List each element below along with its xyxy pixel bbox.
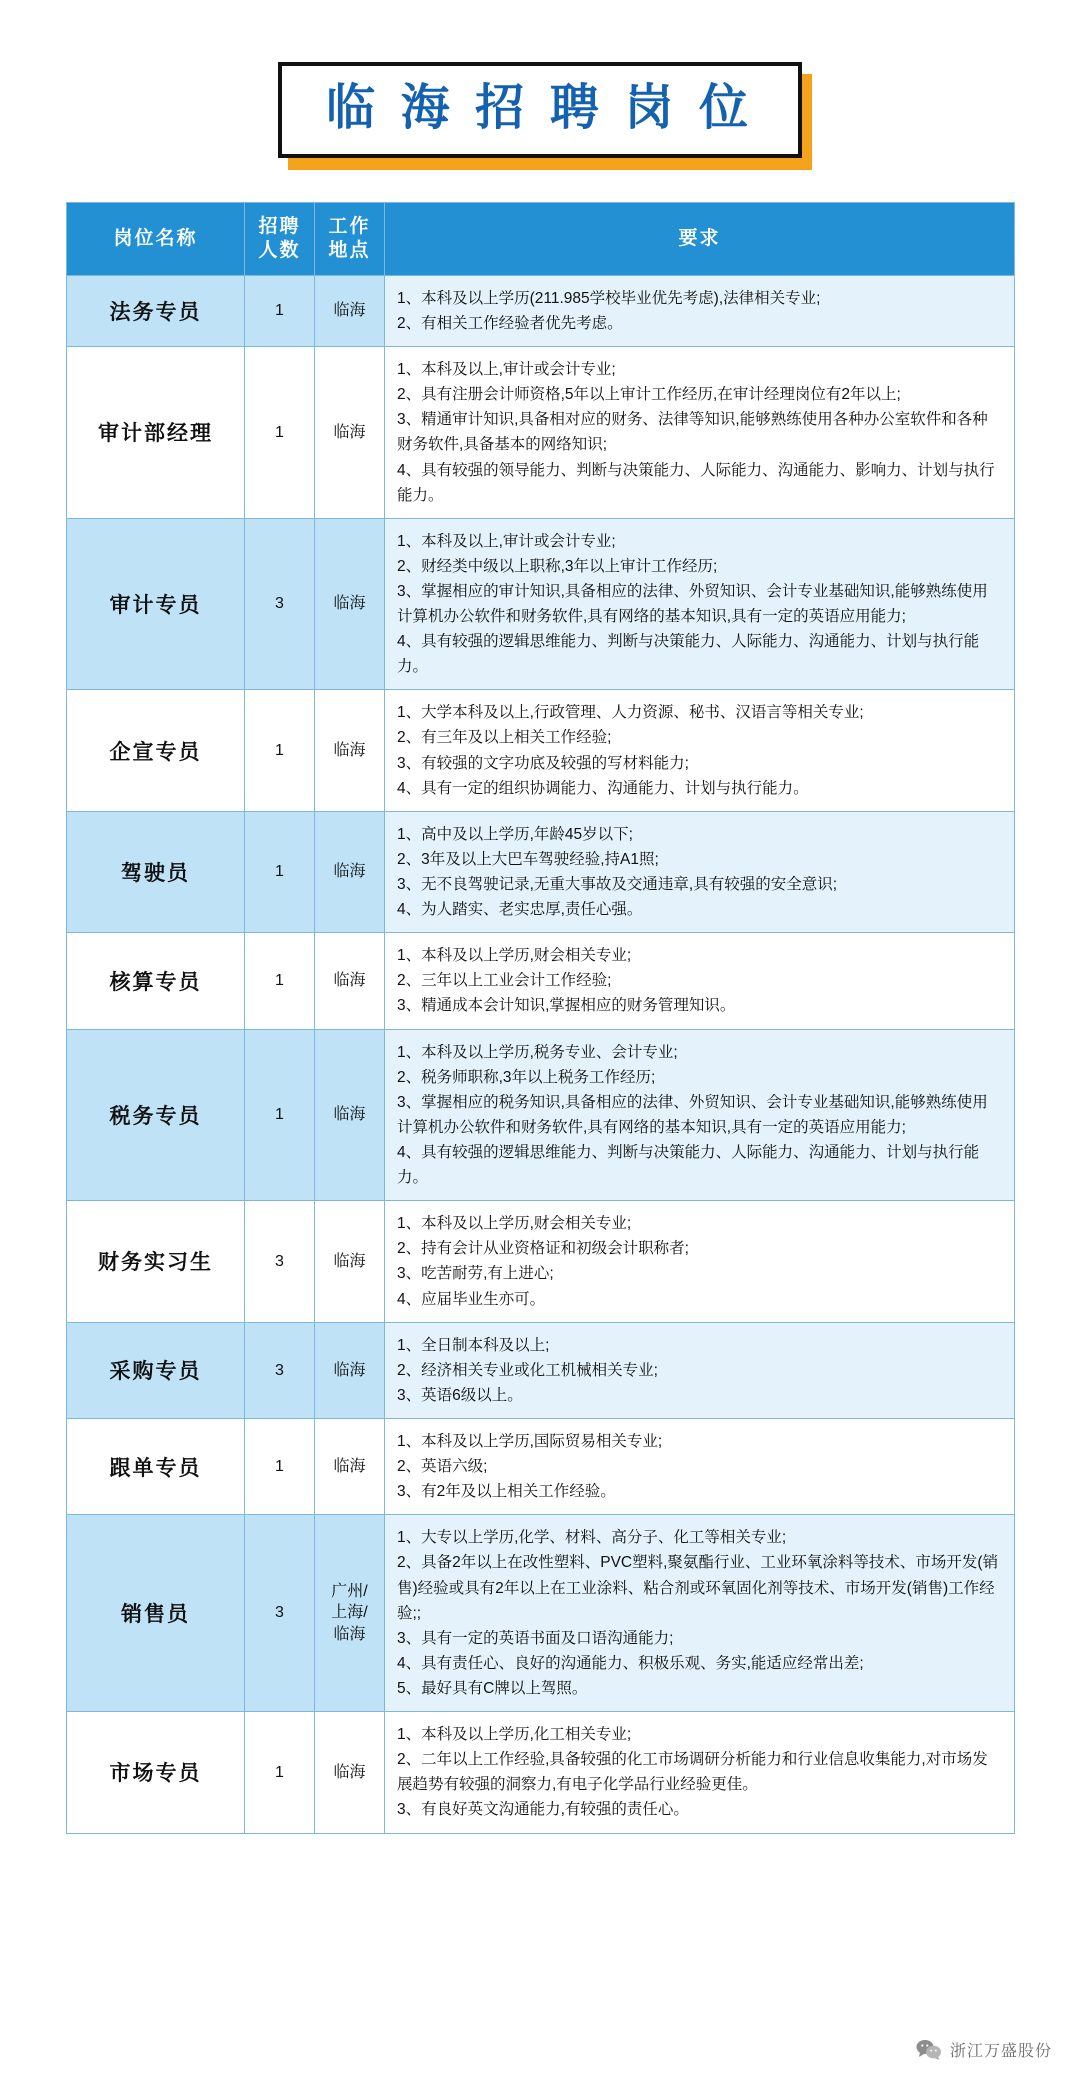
column-header-requirements: 要求 bbox=[385, 203, 1015, 276]
jobs-table-body bbox=[67, 275, 1015, 1833]
cell-job-name: 驾驶员 bbox=[67, 811, 245, 932]
cell-job-name: 法务专员 bbox=[67, 275, 245, 346]
column-header-place-line2: 地点 bbox=[328, 240, 371, 262]
table-row bbox=[67, 1029, 1015, 1201]
cell-job-name: 审计专员 bbox=[67, 518, 245, 690]
cell-location: 临海 bbox=[315, 811, 385, 932]
table-row bbox=[67, 1322, 1015, 1418]
cell-headcount: 1 bbox=[245, 1029, 315, 1201]
requirement-line: 1、本科及以上学历,税务专业、会计专业; bbox=[397, 1043, 678, 1061]
cell-location: 临海 bbox=[315, 1029, 385, 1201]
cell-location: 临海 bbox=[315, 518, 385, 690]
cell-requirements bbox=[385, 1419, 1015, 1515]
cell-headcount: 3 bbox=[245, 518, 315, 690]
cell-job-name: 市场专员 bbox=[67, 1712, 245, 1833]
requirement-line: 1、高中及以上学历,年龄45岁以下; bbox=[397, 825, 633, 843]
requirement-line: 3、英语6级以上。 bbox=[397, 1386, 523, 1404]
table-row bbox=[67, 275, 1015, 346]
cell-requirements bbox=[385, 811, 1015, 932]
cell-headcount: 1 bbox=[245, 275, 315, 346]
requirement-line: 1、本科及以上学历(211.985学校毕业优先考虑),法律相关专业; bbox=[397, 289, 821, 307]
title-box bbox=[278, 62, 802, 158]
requirement-line: 3、具有一定的英语书面及口语沟通能力; bbox=[397, 1629, 674, 1647]
cell-requirements bbox=[385, 347, 1015, 519]
requirement-line: 3、吃苦耐劳,有上进心; bbox=[397, 1265, 554, 1283]
column-header-count bbox=[245, 203, 315, 276]
requirement-line: 3、无不良驾驶记录,无重大事故及交通违章,具有较强的安全意识; bbox=[397, 876, 838, 894]
requirement-line: 2、有三年及以上相关工作经验; bbox=[397, 729, 612, 747]
cell-requirements bbox=[385, 1029, 1015, 1201]
requirement-line: 1、全日制本科及以上; bbox=[397, 1336, 550, 1354]
cell-requirements bbox=[385, 1712, 1015, 1833]
column-header-name: 岗位名称 bbox=[67, 203, 245, 276]
cell-location: 临海 bbox=[315, 1201, 385, 1322]
requirement-line: 2、具有注册会计师资格,5年以上审计工作经历,在审计经理岗位有2年以上; bbox=[397, 386, 901, 404]
cell-job-name: 跟单专员 bbox=[67, 1419, 245, 1515]
requirement-line: 2、有相关工作经验者优先考虑。 bbox=[397, 314, 623, 332]
requirement-line: 4、具有一定的组织协调能力、沟通能力、计划与执行能力。 bbox=[397, 779, 809, 797]
column-header-place bbox=[315, 203, 385, 276]
cell-requirements bbox=[385, 933, 1015, 1029]
requirement-line: 4、具有责任心、良好的沟通能力、积极乐观、务实,能适应经常出差; bbox=[397, 1654, 864, 1672]
cell-location: 临海 bbox=[315, 347, 385, 519]
requirement-line: 1、大专以上学历,化学、材料、高分子、化工等相关专业; bbox=[397, 1529, 787, 1547]
page-title: 临 海 招 聘 岗 位 bbox=[278, 62, 802, 158]
table-row bbox=[67, 811, 1015, 932]
wechat-icon bbox=[916, 2039, 942, 2060]
table-row bbox=[67, 690, 1015, 811]
cell-requirements bbox=[385, 1201, 1015, 1322]
footer bbox=[916, 2038, 1052, 2061]
cell-job-name: 企宣专员 bbox=[67, 690, 245, 811]
cell-location: 临海 bbox=[315, 275, 385, 346]
cell-headcount: 3 bbox=[245, 1201, 315, 1322]
requirement-line: 2、三年以上工业会计工作经验; bbox=[397, 972, 612, 990]
cell-requirements bbox=[385, 518, 1015, 690]
cell-requirements bbox=[385, 690, 1015, 811]
requirement-line: 1、本科及以上,审计或会计专业; bbox=[397, 532, 616, 550]
cell-job-name: 审计部经理 bbox=[67, 347, 245, 519]
table-row bbox=[67, 518, 1015, 690]
requirement-line: 4、具有较强的逻辑思维能力、判断与决策能力、人际能力、沟通能力、计划与执行能力。 bbox=[397, 1144, 980, 1187]
footer-account-name: 浙江万盛股份 bbox=[949, 2043, 1052, 2060]
cell-job-name: 销售员 bbox=[67, 1515, 245, 1712]
cell-headcount: 1 bbox=[245, 690, 315, 811]
cell-job-name: 采购专员 bbox=[67, 1322, 245, 1418]
cell-requirements bbox=[385, 1322, 1015, 1418]
cell-headcount: 1 bbox=[245, 811, 315, 932]
requirement-line: 2、持有会计从业资格证和初级会计职称者; bbox=[397, 1240, 689, 1258]
cell-headcount: 1 bbox=[245, 1419, 315, 1515]
requirement-line: 3、掌握相应的审计知识,具备相应的法律、外贸知识、会计专业基础知识,能够熟练使用计算机办公软件和财务软件,具有网络的基本知识,具有一定的英语应用能力; bbox=[397, 582, 988, 626]
requirement-line: 2、二年以上工作经验,具备较强的化工市场调研分析能力和行业信息收集能力,对市场发展趋势有较强的洞察力,有电子化学品行业经验更佳。 bbox=[397, 1751, 988, 1794]
requirement-line: 3、有2年及以上相关工作经验。 bbox=[397, 1483, 616, 1501]
requirement-line: 4、具有较强的领导能力、判断与决策能力、人际能力、沟通能力、影响力、计划与执行能力。 bbox=[397, 461, 995, 504]
table-row bbox=[67, 347, 1015, 519]
table-row bbox=[67, 1712, 1015, 1833]
table-row bbox=[67, 1515, 1015, 1712]
requirement-line: 1、本科及以上学历,财会相关专业; bbox=[397, 1215, 632, 1233]
table-row bbox=[67, 1419, 1015, 1515]
cell-job-name: 核算专员 bbox=[67, 933, 245, 1029]
cell-location: 广州/ 上海/ 临海 bbox=[315, 1515, 385, 1712]
requirement-line: 5、最好具有C牌以上驾照。 bbox=[397, 1679, 588, 1697]
cell-headcount: 1 bbox=[245, 1712, 315, 1833]
cell-headcount: 3 bbox=[245, 1322, 315, 1418]
requirement-line: 3、精通成本会计知识,掌握相应的财务管理知识。 bbox=[397, 997, 736, 1015]
requirement-line: 3、有良好英文沟通能力,有较强的责任心。 bbox=[397, 1801, 689, 1819]
cell-location: 临海 bbox=[315, 1419, 385, 1515]
cell-requirements bbox=[385, 275, 1015, 346]
requirement-line: 1、本科及以上学历,化工相关专业; bbox=[397, 1726, 632, 1744]
requirement-line: 2、经济相关专业或化工机械相关专业; bbox=[397, 1361, 658, 1379]
column-header-count-line1: 招聘 bbox=[258, 216, 301, 238]
requirement-line: 3、精通审计知识,具备相对应的财务、法律等知识,能够熟练使用各种办公室软件和各种财务软件,具备基本的网络知识; bbox=[397, 411, 988, 454]
requirement-line: 2、税务师职称,3年以上税务工作经历; bbox=[397, 1068, 656, 1086]
cell-headcount: 3 bbox=[245, 1515, 315, 1712]
requirement-line: 1、大学本科及以上,行政管理、人力资源、秘书、汉语言等相关专业; bbox=[397, 704, 864, 722]
requirement-line: 4、应届毕业生亦可。 bbox=[397, 1290, 546, 1308]
cell-job-name: 财务实习生 bbox=[67, 1201, 245, 1322]
cell-requirements bbox=[385, 1515, 1015, 1712]
requirement-line: 3、掌握相应的税务知识,具备相应的法律、外贸知识、会计专业基础知识,能够熟练使用计算机办公软件和财务软件,具有网络的基本知识,具有一定的英语应用能力; bbox=[397, 1093, 988, 1136]
requirement-line: 2、财经类中级以上职称,3年以上审计工作经历; bbox=[397, 557, 718, 575]
cell-location: 临海 bbox=[315, 1322, 385, 1418]
table-header-row bbox=[67, 203, 1015, 276]
requirement-line: 4、为人踏实、老实忠厚,责任心强。 bbox=[397, 901, 643, 919]
requirement-line: 1、本科及以上学历,国际贸易相关专业; bbox=[397, 1433, 663, 1450]
requirement-line: 1、本科及以上学历,财会相关专业; bbox=[397, 947, 632, 965]
column-header-count-line2: 人数 bbox=[258, 240, 301, 262]
requirement-line: 2、具备2年以上在改性塑料、PVC塑料,聚氨酯行业、工业环氧涂料等技术、市场开发(销售)经验或具有2年以上在工业涂料、粘合剂或环氧固化剂等技术、市场开发(销售)工作经验;; bbox=[397, 1554, 999, 1622]
cell-job-name: 税务专员 bbox=[67, 1029, 245, 1201]
cell-headcount: 1 bbox=[245, 933, 315, 1029]
table-row bbox=[67, 1201, 1015, 1322]
jobs-table-container bbox=[66, 202, 1014, 1833]
requirement-line: 4、具有较强的逻辑思维能力、判断与决策能力、人际能力、沟通能力、计划与执行能力。 bbox=[397, 633, 980, 676]
requirement-line: 1、本科及以上,审计或会计专业; bbox=[397, 361, 616, 379]
page-title-container bbox=[0, 0, 1080, 158]
cell-headcount: 1 bbox=[245, 347, 315, 519]
requirement-line: 2、3年及以上大巴车驾驶经验,持A1照; bbox=[397, 850, 659, 868]
requirement-line: 3、有较强的文字功底及较强的写材料能力; bbox=[397, 754, 689, 772]
cell-location: 临海 bbox=[315, 933, 385, 1029]
table-row bbox=[67, 933, 1015, 1029]
cell-location: 临海 bbox=[315, 690, 385, 811]
cell-location: 临海 bbox=[315, 1712, 385, 1833]
requirement-line: 2、英语六级; bbox=[397, 1458, 488, 1476]
column-header-place-line1: 工作 bbox=[328, 216, 371, 238]
jobs-table bbox=[66, 202, 1015, 1833]
